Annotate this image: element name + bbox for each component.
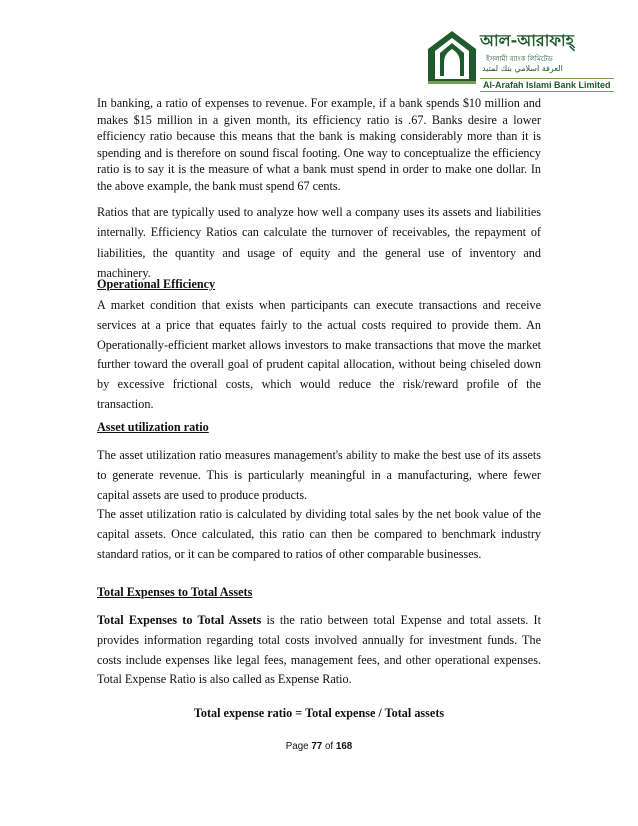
logo-bangla-subtitle: ইসলামী ব্যাংক লিমিটেড [486, 55, 553, 63]
footer-prefix: Page [285, 741, 312, 752]
heading-total-expenses: Total Expenses to Total Assets [97, 585, 253, 599]
bank-logo-text [480, 33, 624, 95]
footer-middle: of [322, 741, 336, 752]
paragraph-efficiency-ratio: In banking, a ratio of expenses to revenue. For example, if a bank spends $10 million and makes $15 million in a given month, its efficiency ratio is .67. Banks desire a lower efficiency ratio because this means that the bank is making considerably more than it is spending and is therefore on sound fiscal footing. One way to conceptualize the efficiency ratio is to say it is the measure of what a bank must spend in order to make one dollar. In the above example, the bank must spend 67 cents. [97, 96, 541, 193]
bank-logo [426, 29, 624, 95]
heading-operational-efficiency: Operational Efficiency [97, 277, 216, 291]
paragraph-asset-utilization-2: The asset utilization ratio is calculated by dividing total sales by the net book value of the capital assets. Once calculated, this ratio can then be compared to benchmark industry standard ratios, or it can be compared to ratios of other comparable businesses. [97, 507, 541, 561]
total-expenses-term: Total Expenses to Total Assets [97, 613, 262, 627]
footer-current-page: 77 [311, 741, 323, 752]
total-expenses-definition: is the ratio between total Expense and total assets. It provides information regarding total costs involved annually for investment funds. The costs include expenses like legal fees, management fees, and other operational expenses. Total Expense Ratio is also called as Expense Ratio. [97, 613, 541, 687]
paragraph-asset-utilization-1: The asset utilization ratio measures management's ability to make the best use of its assets to generate revenue. This is particularly meaningful in a manufacturing, where fewer capital assets are used to produce products. [97, 448, 541, 502]
logo-bangla-name: আল-আরাফাহ্ [480, 31, 575, 50]
mosque-dome-icon [426, 29, 478, 85]
paragraph-ratios-usage: Ratios that are typically used to analyze how well a company uses its assets and liabilities internally. Efficiency Ratios can calculate the turnover of receivables, the repayment of liabilities, the quantity and usage of equity and the general use of inventory and machinery. [97, 205, 541, 281]
page-footer [0, 741, 638, 753]
paragraph-operational-efficiency: A market condition that exists when participants can execute transactions and receive services at a price that equates fairly to the actual costs required to provide them. An Operationally-efficient market allows investors to make transactions that move the market further toward the overall goal of prudent capital allocation, without being chiseled down by excessive frictional costs, which would reduce the risk/reward profile of the transaction. [97, 298, 541, 411]
formula-total-expense-ratio: Total expense ratio = Total expense / Total assets [193, 706, 445, 720]
heading-asset-utilization: Asset utilization ratio [97, 420, 209, 434]
logo-arabic-name: العرفة اسلامي بنك لمتيد [482, 64, 563, 73]
footer-total-pages: 168 [335, 741, 353, 752]
logo-english-name: Al-Arafah Islami Bank Limited [480, 78, 614, 92]
paragraph-total-expenses [97, 611, 541, 690]
